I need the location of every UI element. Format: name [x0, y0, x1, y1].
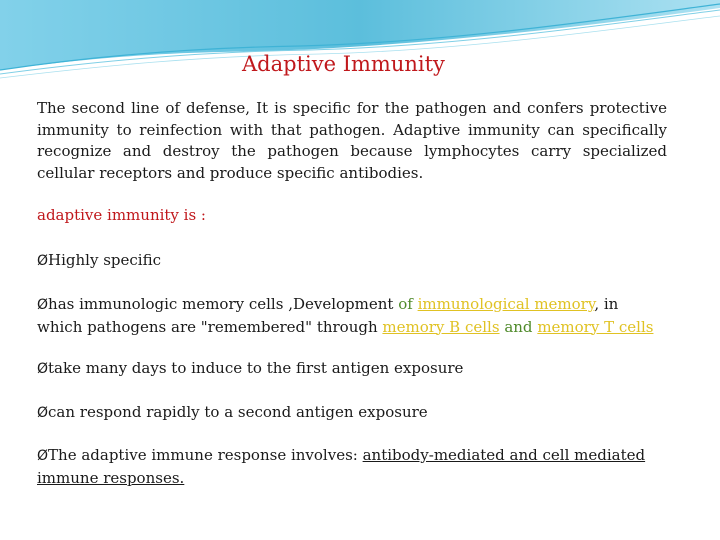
page-title: Adaptive Immunity	[242, 52, 445, 76]
bullet-text: can respond rapidly to a second antigen exposure	[48, 403, 428, 421]
bullet-arrow-icon: Ø	[37, 405, 49, 421]
bullet-item	[37, 250, 667, 273]
intro-paragraph: The second line of defense, It is specific for the pathogen and confers protective immunity to reinfection with that pathogen. Adaptive immunity can specifically recognize and destroy the pathogen because lymphocytes carry specialized cellular receptors and produce specific antibodies.	[37, 99, 667, 182]
bullet-arrow-icon: Ø	[37, 297, 49, 313]
bullet-item	[37, 445, 667, 489]
bullet-arrow-icon: Ø	[37, 448, 49, 464]
bullet-item	[37, 294, 667, 338]
header-wave-decoration	[0, 0, 720, 90]
memory-b-cells-link[interactable]: memory B cells	[382, 317, 500, 336]
bullet-text: The adaptive immune response involves:	[48, 446, 363, 464]
memory-t-cells-link[interactable]: memory T cells	[537, 317, 654, 336]
bullet-item	[37, 402, 667, 425]
intro-block	[37, 98, 667, 184]
bullet-text-and: and	[504, 317, 533, 336]
section-heading: adaptive immunity is :	[37, 206, 206, 224]
bullet-item	[37, 358, 667, 381]
bullet-text: has immunologic memory cells ,Development	[48, 295, 399, 313]
immunological-memory-link[interactable]: immunological memory	[417, 295, 595, 313]
bullet-text-of: of	[398, 295, 413, 313]
bullet-arrow-icon: Ø	[37, 361, 49, 377]
bullet-text: Highly specific	[48, 251, 161, 269]
bullet-arrow-icon: Ø	[37, 253, 49, 269]
bullet-underlined-text: antibody-mediated and cell mediated immune responses.	[37, 446, 646, 487]
bullet-text: take many days to induce to the first antigen exposure	[48, 359, 464, 377]
bullet-text: , in which pathogens are "remembered" through	[37, 295, 619, 336]
